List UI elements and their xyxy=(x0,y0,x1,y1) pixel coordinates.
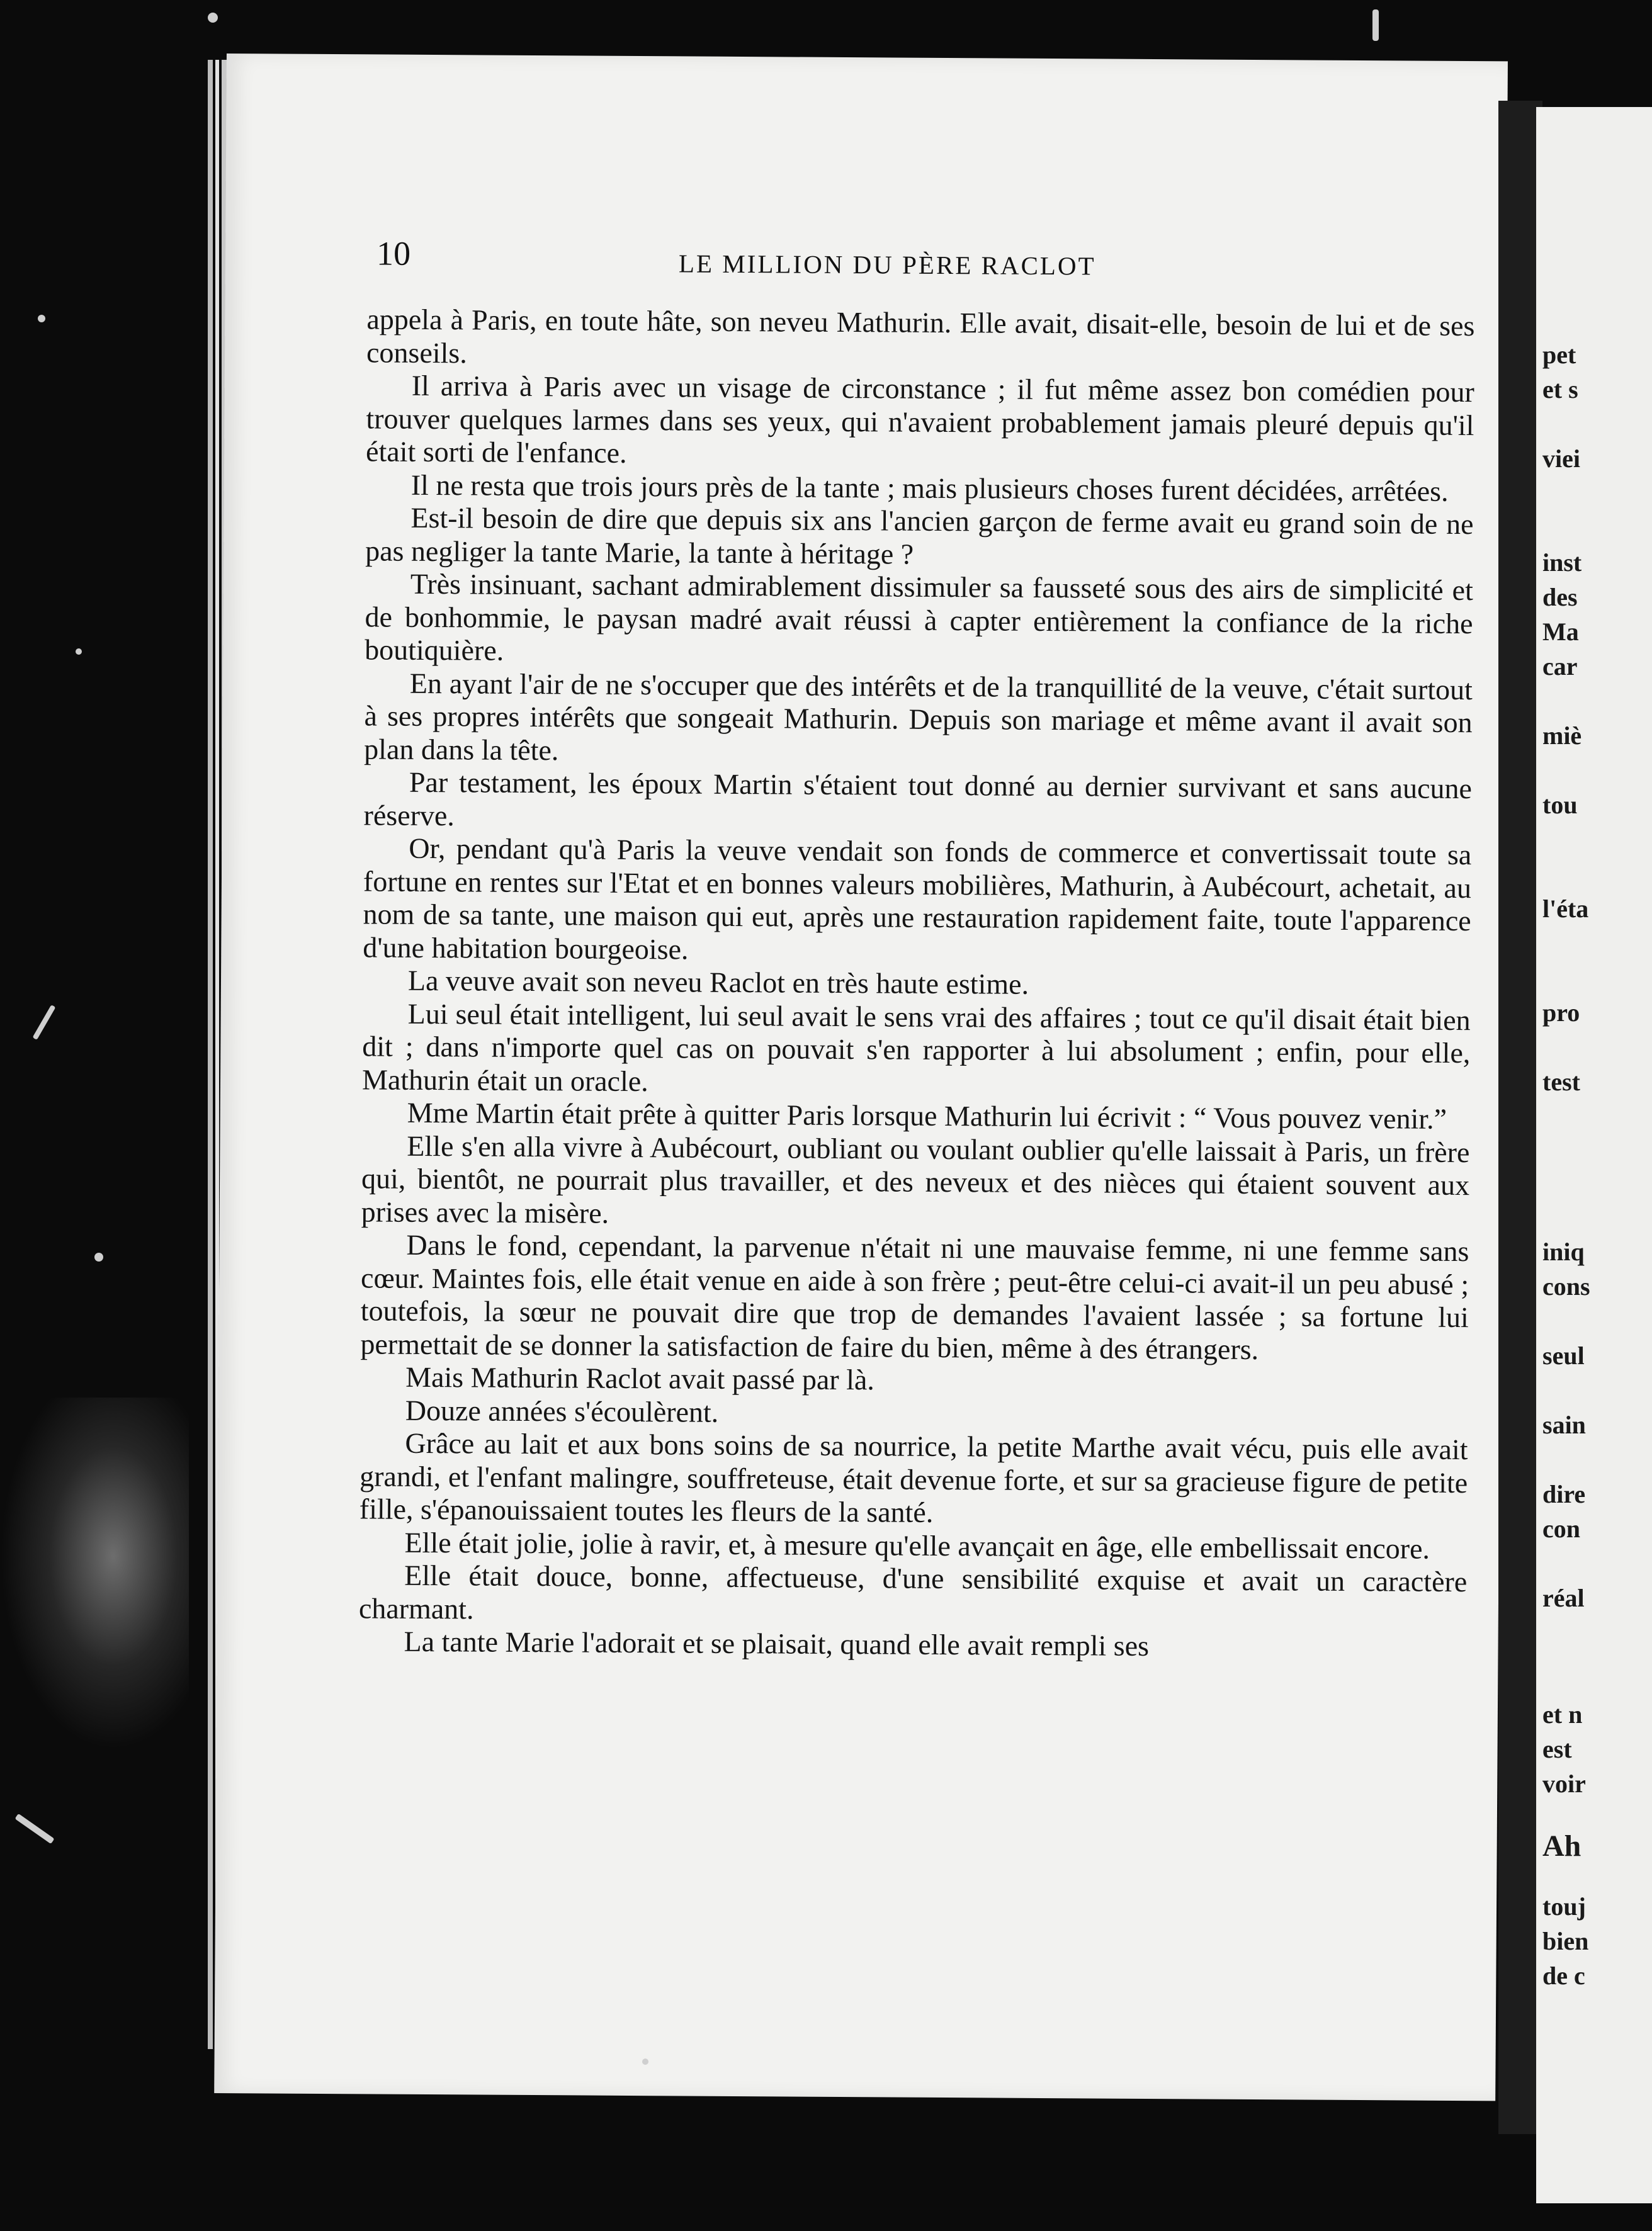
paragraph: Il arriva à Paris avec un visage de circonstance ; il fut même assez bon comédien pour trouver quelques larmes dans ses yeux, qui n'avaient probablement jamais pleuré depuis qu'il était sorti de l'enfance. xyxy=(365,369,1474,469)
facing-word: Ah xyxy=(1542,1829,1581,1863)
paragraph: Il ne resta que trois jours près de la tante ; mais plusieurs choses furent décidées, arrêtées. xyxy=(410,468,1449,507)
page-edge xyxy=(208,60,213,2049)
facing-word: dire xyxy=(1542,1480,1586,1508)
paragraph: Par testament, les époux Martin s'étaient tout donné au dernier survivant et sans aucune réserve. xyxy=(363,765,1473,832)
paragraph: La tante Marie l'adorait et se plaisait, quand elle avait rempli ses xyxy=(404,1625,1150,1662)
paragraph: En ayant l'air de ne s'occuper que des intérêts et de la tranquillité de la veuve, c'était surtout à ses propres intérêts que songeait Mathurin. Depuis son mariage et même avant il avait son plan dans la tête. xyxy=(364,667,1473,766)
paragraph: Elle s'en alla vivre à Aubécourt, oubliant ou voulant oublier qu'elle laissait à Paris, un frère qui, bientôt, ne pourrait plus travailler, et des neveux et des nièces qui étaient souvent aux prises avec la misère. xyxy=(361,1129,1470,1229)
scan-speck xyxy=(642,2059,648,2065)
scan-speck xyxy=(1372,9,1379,41)
paragraph: Elle était jolie, jolie à ravir, et, à mesure qu'elle avançait en âge, elle embellissait encore. xyxy=(404,1526,1430,1565)
facing-word: car xyxy=(1542,652,1578,681)
facing-word: et n xyxy=(1542,1700,1583,1729)
paragraph: Elle était douce, bonne, affectueuse, d'une sensibilité exquise et avait un caractère charmant. xyxy=(358,1559,1468,1625)
paragraph: La veuve avait son neveu Raclot en très haute estime. xyxy=(407,964,1029,1000)
facing-word: l'éta xyxy=(1542,895,1589,923)
facing-word: iniq xyxy=(1542,1238,1585,1266)
facing-word: des xyxy=(1542,583,1578,611)
paragraph: Est-il besoin de dire que depuis six ans l'ancien garçon de ferme avait eu grand soin de ne pas negliger la tante Marie, la tante à héritage ? xyxy=(365,501,1474,570)
page-number: 10 xyxy=(376,234,411,273)
running-title: LE MILLION DU PÈRE RACLOT xyxy=(678,249,1096,281)
facing-word: Ma xyxy=(1542,618,1579,646)
paragraph: Or, pendant qu'à Paris la veuve vendait son fonds de commerce et convertissait toute sa fortune en rentes sur l'Etat et en bonnes valeurs mobilières, Mathurin, à Aubécourt, achetait, au nom de sa tante, une maison qui eut, après une restauration rapidement faite, toute l'apparence d'une habitation bourgeoise. xyxy=(363,832,1472,966)
scan-speck xyxy=(33,1005,56,1040)
scan-speck xyxy=(94,1253,103,1262)
paragraph: Dans le fond, cependant, la parvenue n'était ni une mauvaise femme, ni une femme sans cœur. Maintes fois, elle était venue en aide à son frère ; peut-être celui-ci avait-il un peu abusé ; toutefois, la sœur ne pouvait dire que trop de demandes l'avaient lassée ; sa fortune lui permettait de se donner la satisfaction de faire du bien, même à des étrangers. xyxy=(360,1228,1469,1365)
facing-word: con xyxy=(1542,1515,1580,1543)
scan-speck xyxy=(14,1814,54,1844)
facing-word: bien xyxy=(1542,1927,1589,1955)
facing-word: voir xyxy=(1542,1770,1586,1798)
body-text xyxy=(358,303,1474,1664)
facing-word: tou xyxy=(1542,791,1578,819)
facing-word: seul xyxy=(1542,1341,1585,1370)
facing-word: viei xyxy=(1542,444,1580,473)
right-page-fragment xyxy=(1536,107,1652,2203)
paragraph: appela à Paris, en toute hâte, son neveu Mathurin. Elle avait, disait-elle, besoin de lui et de ses conseils. xyxy=(366,303,1475,369)
paragraph: Mme Martin était prête à quitter Paris lorsque Mathurin lui écrivit : “ Vous pouvez venir.” xyxy=(407,1096,1447,1135)
facing-word: réal xyxy=(1542,1584,1585,1612)
scan-speck xyxy=(208,13,218,23)
paragraph: Grâce au lait et aux bons soins de sa nourrice, la petite Marthe avait vécu, puis elle avait grandi, et l'enfant malingre, souffreteuse, était devenue forte, et sur sa gracieuse figure de petite fille, s'épanouissaient toutes les fleurs de la santé. xyxy=(359,1426,1468,1528)
facing-word: est xyxy=(1542,1735,1572,1763)
paragraph: Lui seul était intelligent, lui seul avait le sens vrai des affaires ; tout ce qu'il disait était bien dit ; dans n'importe quel cas on pouvait s'en rapporter à lui absolument ; enfin, pour elle, Mathurin était un oracle. xyxy=(361,997,1471,1097)
facing-word: touj xyxy=(1542,1892,1586,1921)
facing-word: inst xyxy=(1542,548,1582,577)
facing-word: pro xyxy=(1542,998,1580,1027)
scan-stain xyxy=(0,1398,189,1750)
facing-word: test xyxy=(1542,1068,1580,1096)
facing-word: de c xyxy=(1542,1962,1585,1990)
facing-word: miè xyxy=(1542,721,1582,750)
facing-word: pet xyxy=(1542,341,1576,369)
facing-word: et s xyxy=(1542,375,1578,404)
paragraph: Mais Mathurin Raclot avait passé par là. xyxy=(405,1360,875,1396)
paragraph: Douze années s'écoulèrent. xyxy=(405,1394,719,1428)
left-page xyxy=(214,54,1508,2101)
scan-speck xyxy=(38,315,45,322)
paragraph: Très insinuant, sachant admirablement dissimuler sa fausseté sous des airs de simplicité et de bonhommie, le paysan madré avait réussi à capter entièrement la confiance de la riche boutiquière. xyxy=(365,567,1473,667)
facing-word: cons xyxy=(1542,1272,1590,1301)
facing-word: sain xyxy=(1542,1411,1586,1439)
scan-speck xyxy=(76,648,82,655)
